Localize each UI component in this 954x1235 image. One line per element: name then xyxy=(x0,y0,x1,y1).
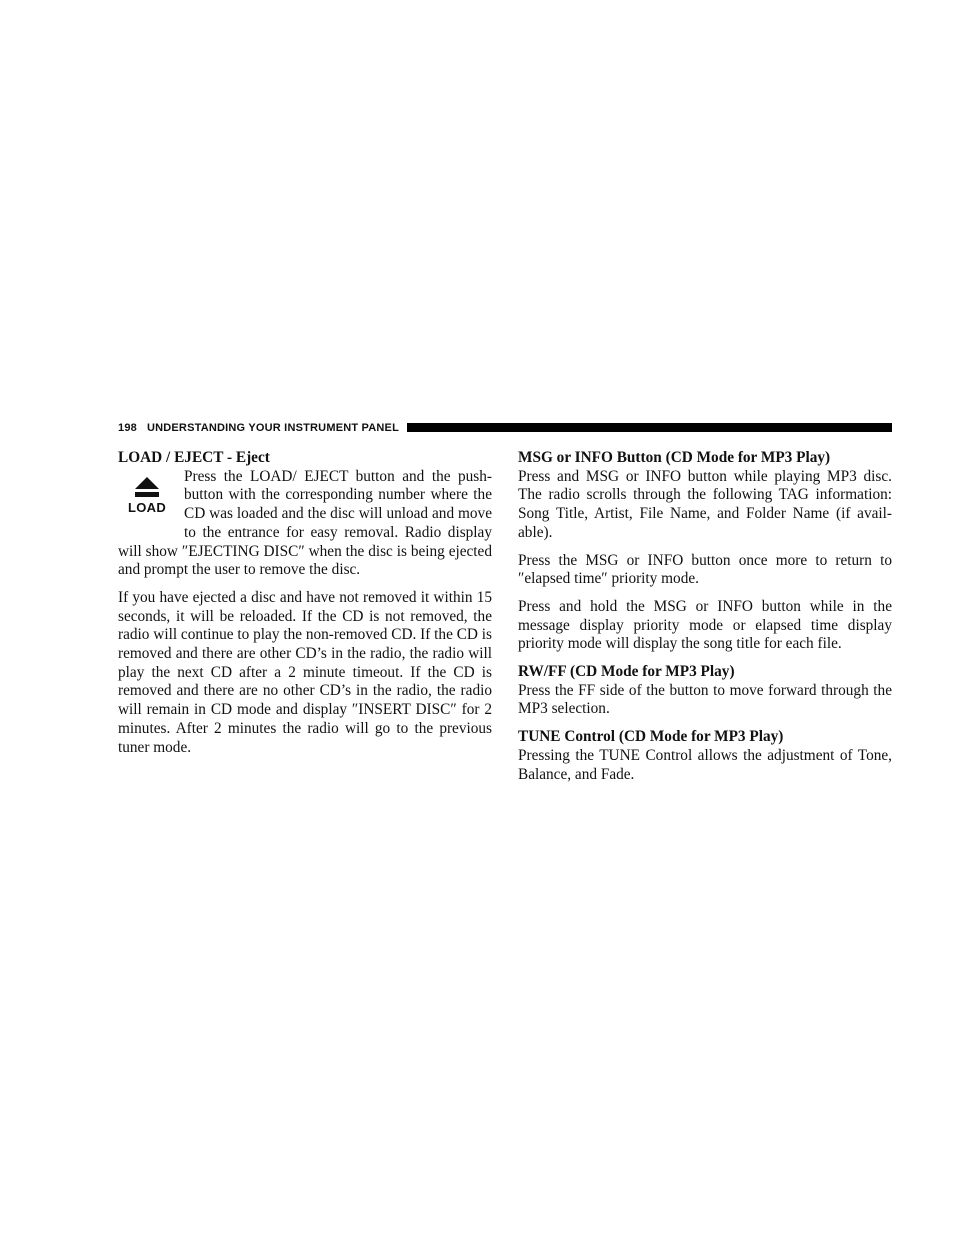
page-header xyxy=(118,420,892,435)
rw-ff-heading: RW/FF (CD Mode for MP3 Play) xyxy=(518,663,735,681)
left-column xyxy=(118,449,492,766)
msg-info-paragraph-2: Press the MSG or INFO button once more to return to ″elapsed time″ priority mode. xyxy=(518,551,892,588)
section-title: UNDERSTANDING YOUR INSTRUMENT PANEL xyxy=(146,421,400,434)
page-number: 198 xyxy=(118,421,137,434)
tune-paragraph: Pressing the TUNE Control allows the adjustment of Tone, Balance, and Fade. xyxy=(518,746,892,783)
load-label: LOAD xyxy=(127,499,167,515)
eject-icon xyxy=(134,476,160,498)
rw-ff-paragraph: Press the FF side of the button to move forward through the MP3 selection. xyxy=(518,681,892,718)
load-button-graphic xyxy=(118,476,176,534)
right-column xyxy=(518,449,892,793)
load-eject-paragraph: Press the LOAD/ EJECT button and the push-button with the corresponding number where the CD was loaded and the disc will unload and move to the entrance for easy removal. Radio display will show ″EJECTING DISC″ when the disc is being ejected and prompt the user to remove the disc. xyxy=(118,467,492,579)
load-eject-block xyxy=(118,468,492,589)
header-rule xyxy=(407,423,892,432)
tune-heading: TUNE Control (CD Mode for MP3 Play) xyxy=(518,728,784,746)
reload-paragraph: If you have ejected a disc and have not removed it within 15 seconds, it will be reloaded. If the CD is not removed, the radio will continue to play the non-removed CD. If the CD is removed and there are other CD’s in the radio, the radio will play the next CD after a 2 minute timeout. If the CD is removed and there are no other CD’s in the radio, the radio will remain in CD mode and display ″INSERT DISC″ for 2 minutes. After 2 minutes the radio will go to the previous tuner mode. xyxy=(118,588,492,756)
msg-info-paragraph-1: Press and MSG or INFO button while playing MP3 disc. The radio scrolls through the following TAG information: Song Title, Artist, File Name, and Folder Name (if avail-able). xyxy=(518,467,892,541)
msg-info-heading: MSG or INFO Button (CD Mode for MP3 Play) xyxy=(518,449,831,466)
load-eject-heading: LOAD / EJECT - Eject xyxy=(118,449,270,466)
msg-info-paragraph-3: Press and hold the MSG or INFO button while in the message display priority mode or elapsed time display priority mode will display the song title for each file. xyxy=(518,597,892,653)
